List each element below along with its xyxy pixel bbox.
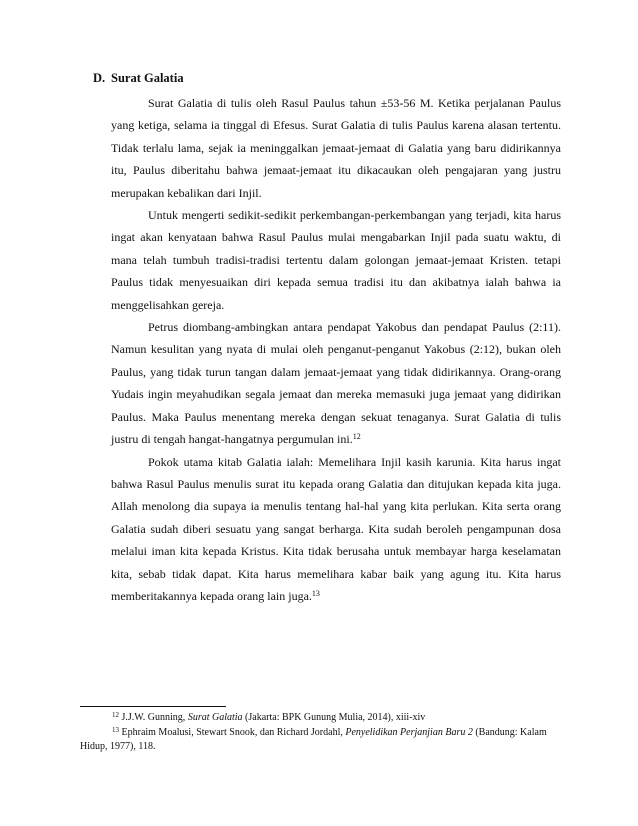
footnote-text: J.J.W. Gunning,	[121, 712, 188, 723]
footnote-ref-12: 12	[352, 432, 361, 442]
footnote-text: Ephraim Moalusi, Stewart Snook, dan Richard Jordahl,	[121, 726, 346, 738]
footnote-12	[80, 711, 558, 726]
footnote-number: 12	[112, 711, 119, 719]
footnote-13	[80, 726, 558, 755]
footnote-number: 13	[112, 725, 119, 734]
paragraph-2	[111, 204, 561, 316]
paragraph-text: Untuk mengerti sedikit-sedikit perkembangan-perkembangan yang terjadi, kita harus ingat akan kenyataan bahwa Rasul Paulus mulai mengabarkan Injil pada suatu waktu, di mana telah tumbuh tradisi-tradisi tertentu dalam golongan jemaat-jemaat Kristen. tetapi Paulus tidak menyesuaikan diri kepada semua tradisi itu dan akibatnya ialah bahwa ia menggelisahkan gereja.	[111, 208, 561, 312]
paragraph-1	[111, 92, 561, 204]
footnote-text: (Jakarta: BPK Gunung Mulia, 2014), xiii-xiv	[242, 712, 426, 723]
footnote-book-title: Penyelidikan Perjanjian Baru 2	[345, 726, 473, 738]
section-number: D.	[93, 71, 106, 85]
section-heading	[93, 71, 184, 86]
footnote-text: (Bandung: Kalam Hidup, 1977), 118.	[80, 726, 547, 752]
paragraph-text: Surat Galatia di tulis oleh Rasul Paulus tahun ±53-56 M. Ketika perjalanan Paulus yang ketiga, selama ia tinggal di Efesus. Surat Galatia di tulis Paulus karena alasan tertentu. Tidak terlalu lama, sejak ia meninggalkan jemaat-jemaat di Galatia yang baru didirikannya itu, Paulus diberitahu bahwa jemaat-jemaat itu dikacaukan oleh pengajaran yang justru merupakan kebalikan dari Injil.	[111, 96, 561, 200]
footnotes	[80, 711, 558, 755]
paragraph-text: Petrus diombang-ambingkan antara pendapat Yakobus dan pendapat Paulus (2:11). Namun kesulitan yang nyata di mulai oleh penganut-penganut Yakobus (2:12), bukan oleh Paulus, yang tidak turun tangan dalam jemaat-jemaat yang tidak didirikannya. Orang-orang Yudais ingin meyahudikan segala jemaat dan mereka memasuki juga jemaat yang didirikan Paulus. Maka Paulus menentang mereka dengan sekuat tenaganya. Surat Galatia di tulis justru di tengah hangat-hangatnya pergumulan ini.	[111, 320, 561, 447]
paragraph-text: Pokok utama kitab Galatia ialah: Memelihara Injil kasih karunia. Kita harus ingat bahwa Rasul Paulus menulis surat itu kepada orang Galatia dan ditujukan kepada kita juga. Allah menolong dia supaya ia menulis tentang hal-hal yang kita perlukan. Kita serta orang Galatia sudah diberi sesuatu yang sangat berharga. Kita sudah beroleh pengampunan dosa melalui iman kita kepada Kristus. Kita tidak berusaha untuk membayar harga keselamatan kita, sebab tidak dapat. Kita harus memelihara kabar baik yang agung itu. Kita harus memberitakannya kepada orang lain juga.	[111, 454, 561, 603]
footnote-separator	[80, 706, 226, 707]
paragraph-4	[111, 451, 561, 608]
section-title: Surat Galatia	[111, 71, 184, 85]
paragraph-3	[111, 316, 561, 450]
body-text	[111, 92, 561, 607]
footnote-book-title: Surat Galatia	[187, 712, 243, 723]
footnote-ref-13: 13	[311, 588, 320, 598]
